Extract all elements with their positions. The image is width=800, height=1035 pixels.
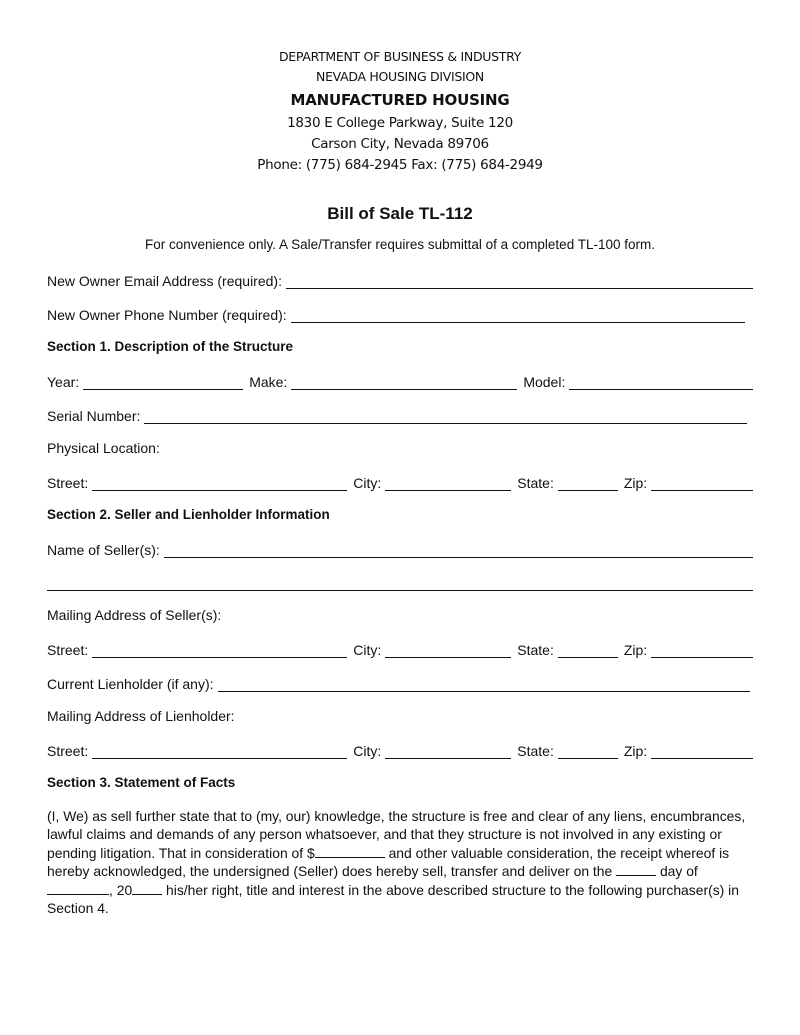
sale-month-field[interactable] [47, 882, 109, 895]
lienholder-zip-field[interactable] [651, 744, 753, 759]
city-label: City: [353, 475, 382, 491]
statement-text-1: (I, We) as sell further state that to (my, our) knowledge, the structure is free and clear of any liens, encumbrances, lawful claims and demands of any person whatsoever, and that they structure is not involved in any existing or pending litigation. That in consideration of $ [47, 808, 746, 861]
state-label: State: [517, 743, 554, 759]
form-subtitle: For convenience only. A Sale/Transfer requires submittal of a completed TL-100 form. [144, 237, 655, 252]
seller-name-row [47, 540, 753, 558]
model-label: Model: [523, 374, 566, 390]
lienholder-row [47, 674, 750, 692]
physical-location-label: Physical Location: [47, 440, 160, 456]
section-1-heading: Section 1. Description of the Structure [47, 339, 294, 354]
seller-street-field[interactable] [92, 643, 347, 658]
street-label: Street: [47, 743, 89, 759]
model-field[interactable] [569, 375, 753, 390]
seller-zip-field[interactable] [651, 643, 753, 658]
program-name: MANUFACTURED HOUSING [290, 91, 510, 109]
owner-email-field[interactable] [286, 274, 753, 289]
statement-text-3: day of [656, 863, 698, 880]
division-name: NEVADA HOUSING DIVISION [316, 69, 484, 84]
seller-address-row [47, 640, 753, 658]
location-city-field[interactable] [385, 476, 511, 491]
owner-phone-label: New Owner Phone Number (required): [47, 307, 287, 323]
seller-name-label: Name of Seller(s): [47, 542, 160, 558]
seller-name-field[interactable] [164, 543, 753, 558]
address-line-2: Carson City, Nevada 89706 [311, 136, 489, 152]
lienholder-street-field[interactable] [92, 744, 347, 759]
make-label: Make: [249, 374, 288, 390]
zip-label: Zip: [623, 743, 648, 759]
phone-fax-line: Phone: (775) 684-2945 Fax: (775) 684-2949 [257, 157, 543, 173]
seller-city-field[interactable] [385, 643, 511, 658]
location-address-row [47, 473, 753, 491]
statement-text-2: and other valuable consideration, the receipt whereof is hereby acknowledged, the undersigned (Seller) does hereby sell, transfer and deliver on the [47, 844, 730, 880]
statement-of-facts [47, 807, 759, 917]
seller-name-field-2[interactable] [47, 576, 753, 591]
owner-email-row [47, 271, 753, 289]
agency-header [0, 47, 800, 176]
seller-name-row-2 [47, 573, 753, 591]
section-3-heading: Section 3. Statement of Facts [47, 775, 236, 790]
location-street-field[interactable] [92, 476, 347, 491]
zip-label: Zip: [623, 475, 648, 491]
year-label: Year: [47, 374, 80, 390]
serial-row [47, 406, 747, 424]
lienholder-state-field[interactable] [558, 744, 618, 759]
owner-phone-row [47, 305, 745, 323]
location-zip-field[interactable] [651, 476, 753, 491]
state-label: State: [517, 475, 554, 491]
sale-year-field[interactable] [132, 882, 162, 895]
street-label: Street: [47, 475, 89, 491]
lienholder-city-field[interactable] [385, 744, 511, 759]
lienholder-mailing-label: Mailing Address of Lienholder: [47, 708, 235, 724]
serial-label: Serial Number: [47, 408, 141, 424]
year-field[interactable] [83, 375, 243, 390]
address-line-1: 1830 E College Parkway, Suite 120 [287, 115, 513, 131]
form-title: Bill of Sale TL-112 [327, 204, 473, 223]
serial-field[interactable] [144, 409, 747, 424]
statement-text-5: his/her right, title and interest in the above described structure to the following purchaser(s) in Section 4. [47, 881, 739, 917]
make-field[interactable] [291, 375, 517, 390]
sale-day-field[interactable] [616, 863, 656, 876]
street-label: Street: [47, 642, 89, 658]
statement-text-4: , 20 [109, 881, 133, 898]
location-state-field[interactable] [558, 476, 618, 491]
department-name: DEPARTMENT OF BUSINESS & INDUSTRY [278, 49, 522, 64]
lienholder-label: Current Lienholder (if any): [47, 676, 214, 692]
section-2-heading: Section 2. Seller and Lienholder Information [47, 507, 330, 522]
state-label: State: [517, 642, 554, 658]
seller-state-field[interactable] [558, 643, 618, 658]
owner-email-label: New Owner Email Address (required): [47, 273, 282, 289]
lienholder-field[interactable] [218, 677, 750, 692]
year-make-model-row [47, 372, 753, 390]
zip-label: Zip: [623, 642, 648, 658]
owner-phone-field[interactable] [291, 308, 745, 323]
seller-mailing-label: Mailing Address of Seller(s): [47, 607, 222, 623]
consideration-amount-field[interactable] [315, 845, 385, 858]
city-label: City: [353, 743, 382, 759]
lienholder-address-row [47, 741, 753, 759]
city-label: City: [353, 642, 382, 658]
